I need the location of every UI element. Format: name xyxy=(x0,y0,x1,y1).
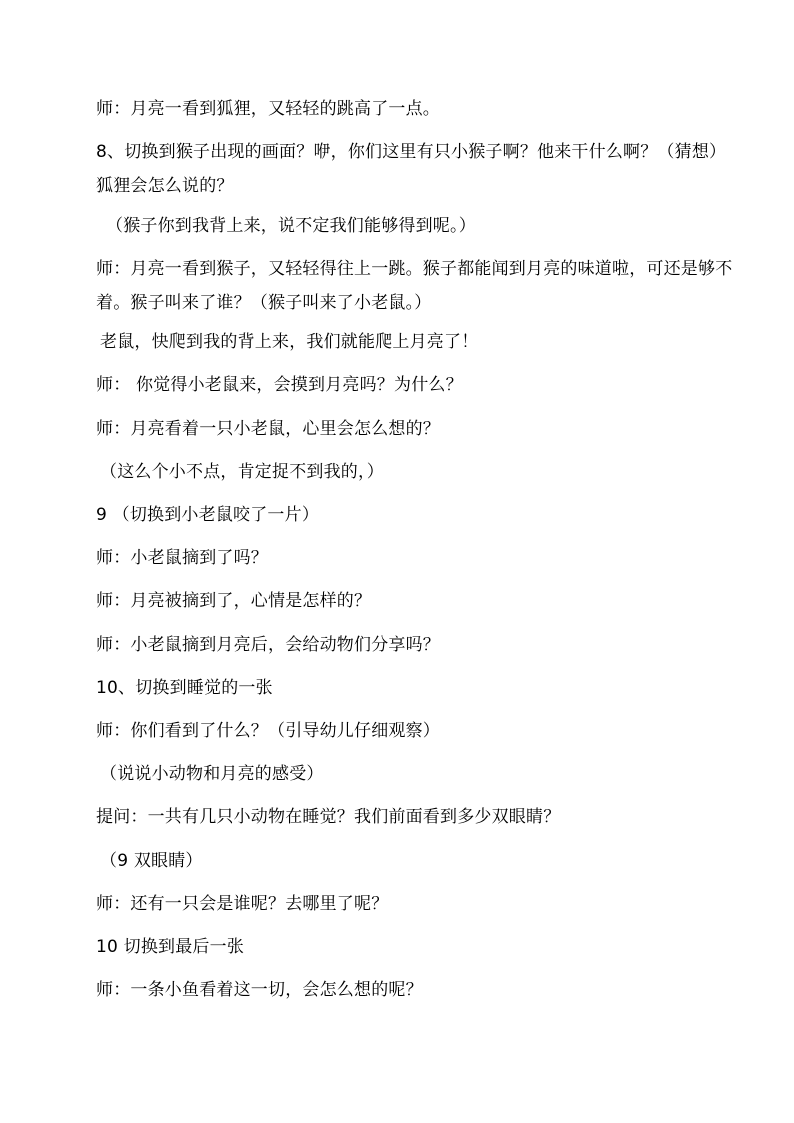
text-line: 师：月亮被摘到了，心情是怎样的？ xyxy=(96,591,372,611)
text-line: （猴子你到我背上来，说不定我们能够得到呢。） xyxy=(106,216,476,236)
text-line: 师：小老鼠摘到月亮后，会给动物们分享吗？ xyxy=(96,635,440,655)
text-line: 提问：一共有几只小动物在睡觉？我们前面看到多少双眼睛？ xyxy=(96,807,561,827)
text-line: 老鼠，快爬到我的背上来，我们就能爬上月亮了！ xyxy=(100,332,479,352)
text-line: 师：月亮看着一只小老鼠，心里会怎么想的？ xyxy=(96,419,440,439)
text-line: 10 切换到最后一张 xyxy=(96,937,245,957)
text-line: 师： 你觉得小老鼠来，会摸到月亮吗？为什么？ xyxy=(96,375,463,395)
text-line: 师：月亮一看到猴子，又轻轻得往上一跳。猴子都能闻到月亮的味道啦，可还是够不着。猴子叫来了谁？（猴子叫来了小老鼠。） xyxy=(96,259,733,313)
text-line: 10、切换到睡觉的一张 xyxy=(96,678,273,698)
text-line: （说说小动物和月亮的感受） xyxy=(100,764,324,784)
text-line: 师：小老鼠摘到了吗？ xyxy=(96,548,268,568)
text-line: （这么个小不点，肯定捉不到我的，） xyxy=(100,462,384,482)
text-line: 9 （切换到小老鼠咬了一片） xyxy=(96,505,320,525)
text-line: 师：一条小鱼看着这一切，会怎么想的呢？ xyxy=(96,980,423,1000)
text-line: 师：月亮一看到狐狸，又轻轻的跳高了一点。 xyxy=(96,99,440,119)
text-line: 师：你们看到了什么？（引导幼儿仔细观察） xyxy=(96,721,440,741)
text-line: （9 双眼睛） xyxy=(100,851,203,871)
text-line: 师：还有一只会是谁呢？去哪里了呢？ xyxy=(96,894,389,914)
text-line: 8、切换到猴子出现的画面？咿，你们这里有只小猴子啊？他来干什么啊？（猜想）狐狸会怎么说的？ xyxy=(96,142,727,196)
